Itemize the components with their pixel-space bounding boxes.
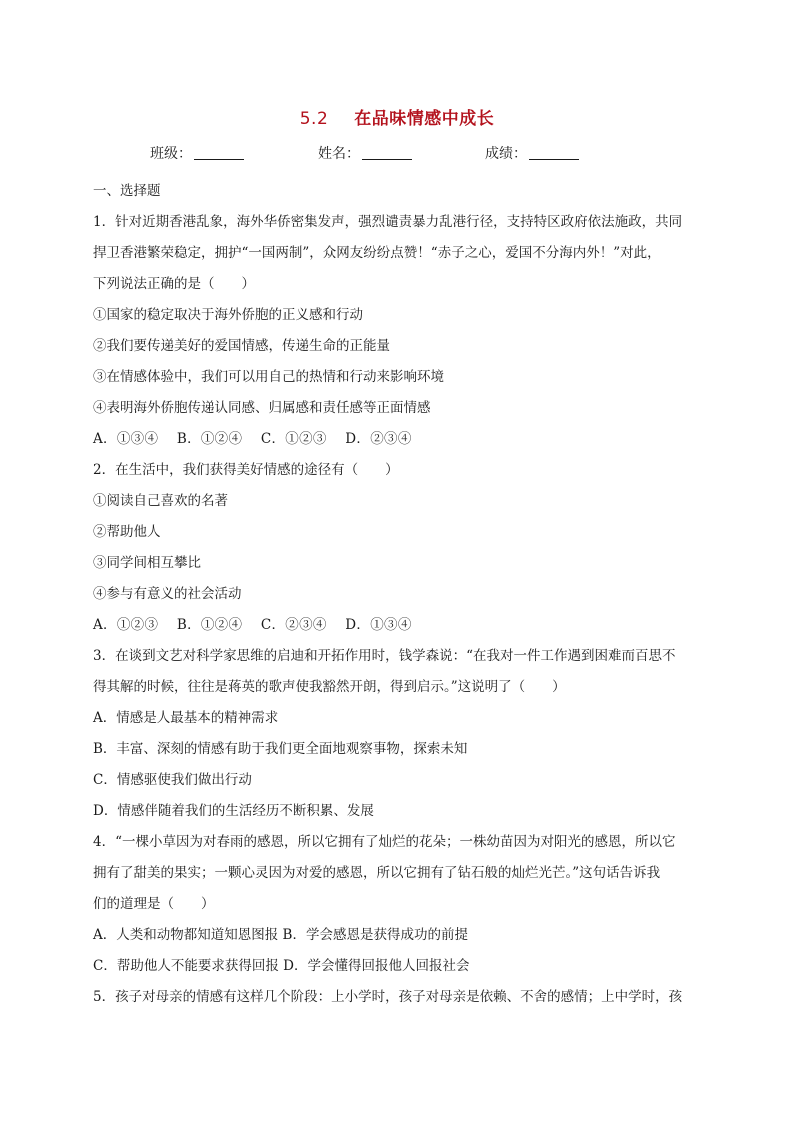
question-4-choices-ab[interactable]: A．人类和动物都知道知恩图报 B．学会感恩是获得成功的前提 [93,927,468,943]
question-2-item-1: ①阅读自己喜欢的名著 [93,493,228,509]
question-3-line-2: 得其解的时候，往往是蒋英的歌声使我豁然开朗，得到启示。”这说明了（ ） [93,679,566,695]
name-label: 姓名： [318,146,360,162]
option-a[interactable]: A．①②③ [93,617,159,633]
score-field[interactable] [485,143,579,163]
question-1-line-1: 1．针对近期香港乱象，海外华侨密集发声，强烈谴责暴力乱港行径，支持特区政府依法施政，共同 [93,214,683,230]
question-3-choice-b[interactable]: B．丰富、深刻的情感有助于我们更全面地观察事物，探索未知 [93,741,468,757]
question-1 [93,207,705,455]
question-content [93,176,705,1013]
option-b[interactable]: B．①②④ [176,431,243,447]
score-label: 成绩： [485,146,527,162]
question-1-item-1: ①国家的稳定取决于海外侨胞的正义感和行动 [93,307,363,323]
option-d[interactable]: D．①③④ [345,617,412,633]
class-label: 班级： [150,146,192,162]
question-2-item-3: ③同学间相互攀比 [93,555,201,571]
question-3-line-1: 3．在谈到文艺对科学家思维的启迪和开拓作用时，钱学森说：“在我对一件工作遇到困难而百思不 [93,648,676,664]
option-a[interactable]: A．①③④ [93,431,159,447]
question-1-line-3: 下列说法正确的是（ ） [93,276,255,292]
question-5 [93,982,705,1013]
question-1-item-4: ④表明海外侨胞传递认同感、归属感和责任感等正面情感 [93,400,431,416]
section-heading: 一、选择题 [93,183,161,199]
option-c[interactable]: C．②③④ [260,617,327,633]
question-3 [93,641,705,827]
question-2-options [93,610,705,641]
question-2-line-1: 2．在生活中，我们获得美好情感的途径有（ ） [93,462,399,478]
question-4-choices-cd[interactable]: C．帮助他人不能要求获得回报 D．学会懂得回报他人回报社会 [93,958,470,974]
question-5-line-1: 5．孩子对母亲的情感有这样几个阶段：上小学时，孩子对母亲是依赖、不舍的感情；上中学时，孩 [93,989,683,1005]
class-field[interactable] [150,143,244,163]
question-2-item-4: ④参与有意义的社会活动 [93,586,242,602]
question-2-item-2: ②帮助他人 [93,524,161,540]
option-b[interactable]: B．①②④ [176,617,243,633]
student-info-row [0,143,794,163]
page-title [0,104,794,129]
class-blank[interactable] [194,145,244,160]
question-3-choice-a[interactable]: A．情感是人最基本的精神需求 [93,710,279,726]
question-1-line-2: 捍卫香港繁荣稳定，拥护“一国两制”，众网友纷纷点赞！“赤子之心，爱国不分海内外！”对此， [93,245,661,261]
score-blank[interactable] [529,145,579,160]
question-3-choice-c[interactable]: C．情感驱使我们做出行动 [93,772,252,788]
question-1-item-2: ②我们要传递美好的爱国情感，传递生命的正能量 [93,338,390,354]
lesson-number: 5.2 [299,109,329,129]
question-4-line-3: 们的道理是（ ） [93,896,215,912]
question-4-line-1: 4．“一棵小草因为对春雨的感恩，所以它拥有了灿烂的花朵；一株幼苗因为对阳光的感恩，所以它 [93,834,676,850]
option-c[interactable]: C．①②③ [260,431,327,447]
question-1-options [93,424,705,455]
option-d[interactable]: D．②③④ [345,431,412,447]
question-4 [93,827,705,982]
question-2 [93,455,705,641]
lesson-title: 在品味情感中成长 [354,109,495,129]
name-blank[interactable] [362,145,412,160]
question-1-item-3: ③在情感体验中，我们可以用自己的热情和行动来影响环境 [93,369,444,385]
name-field[interactable] [318,143,412,163]
question-3-choice-d[interactable]: D．情感伴随着我们的生活经历不断积累、发展 [93,803,374,819]
question-4-line-2: 拥有了甜美的果实；一颗心灵因为对爱的感恩，所以它拥有了钻石般的灿烂光芒。”这句话告诉我 [93,865,661,881]
